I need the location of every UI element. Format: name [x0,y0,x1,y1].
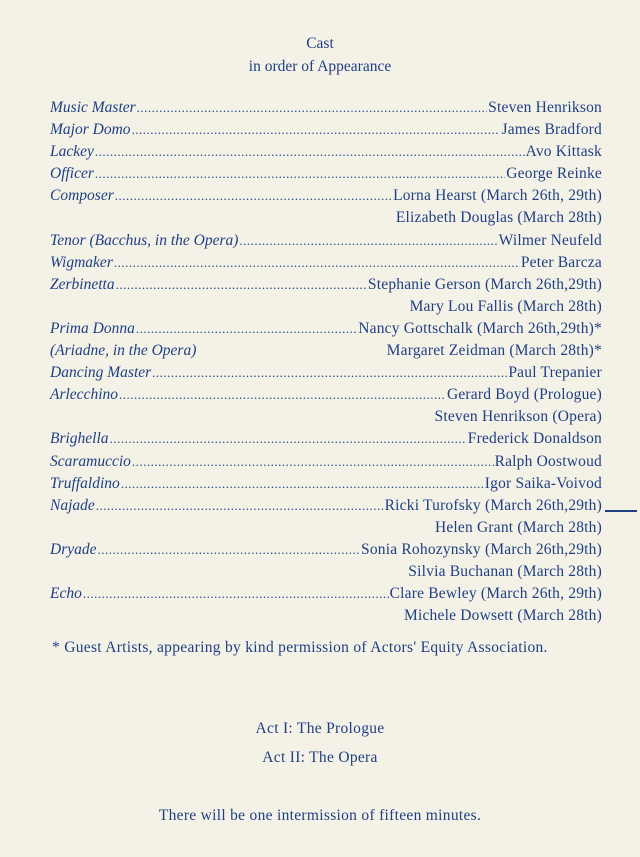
dot-leader [136,321,357,337]
dot-leader [239,233,497,249]
actor-name: George Reinke [506,165,602,183]
cast-row [50,298,602,320]
cast-row [50,497,602,519]
cast-row [50,165,602,187]
cast-row [50,342,602,364]
dot-leader [95,144,525,160]
cast-row [50,386,602,408]
role-name: Music Master [50,99,136,116]
actor-name: Ralph Oostwoud [494,452,602,470]
act-two-line: Act II: The Opera [262,749,378,766]
actor-name: Michele Dowsett (March 28th) [403,607,602,625]
dot-leader [119,387,446,403]
cast-title: Cast [306,35,334,52]
actor-name: Mary Lou Fallis (March 28th) [409,297,602,315]
cast-row [50,276,602,298]
intermission-line: There will be one intermission of fifteen minutes. [158,807,482,824]
cast-row [50,408,602,430]
cast-row [50,254,602,276]
dot-leader [114,255,520,271]
role-name: Zerbinetta [50,275,115,293]
actor-name: James Bradford [501,121,602,139]
cast-row [50,519,602,541]
dot-leader [132,122,501,138]
dot-leader [132,454,494,470]
role-name: Composer [50,187,114,205]
cast-row [50,541,602,563]
role-name: Prima Donna [50,319,135,337]
cast-row [50,320,602,342]
actor-name: Stephanie Gerson (March 26th,29th) [367,275,602,293]
dot-leader [115,188,392,204]
role-name: Brighella [50,430,109,448]
actor-name: Paul Trepanier [508,364,602,382]
role-name: (Ariadne, in the Opera) [50,342,197,360]
actor-name: Helen Grant (March 28th) [434,518,602,536]
dot-leader [137,100,487,116]
actor-name: Lorna Hearst (March 26th, 29th) [393,187,602,205]
actor-name: Gerard Boyd (Prologue) [446,386,602,404]
role-name: Tenor (Bacchus, in the Opera) [50,231,239,249]
cast-row [50,143,602,165]
act-one-line: Act I: The Prologue [255,720,385,737]
dot-leader [116,277,367,293]
dot-leader [121,476,484,492]
cast-subtitle: in order of Appearance [248,58,392,75]
cast-row [50,364,602,386]
role-name: Scaramuccio [50,452,131,470]
cast-row [50,121,602,143]
actor-name: Avo Kittask [525,143,602,161]
actor-name: Sonia Rohozynsky (March 26th,29th) [361,540,602,558]
role-name: Officer [50,165,94,183]
role-name: Arlecchino [50,386,119,404]
actor-name: Margaret Zeidman (March 28th)* [386,342,602,360]
cast-row [50,99,602,121]
actor-name: Peter Barcza [520,253,602,271]
role-name: Lackey [50,143,94,161]
actor-name: Nancy Gottschalk (March 26th,29th)* [358,319,602,337]
cast-row [50,430,602,452]
role-name: Najade [50,496,95,514]
cast-row [50,232,602,254]
cast-row [50,475,602,497]
cast-list [50,99,602,629]
dot-leader [83,586,389,602]
role-name: Major Domo [50,121,131,139]
actor-name: Elizabeth Douglas (March 28th) [395,209,602,227]
actor-name: Frederick Donaldson [467,430,602,448]
actor-name: Wilmer Neufeld [498,231,602,249]
actor-name: Ricki Turofsky (March 26th,29th) [384,496,602,514]
actor-name: Steven Henrikson [488,99,602,116]
dot-leader [152,365,507,381]
actor-name: Steven Henrikson (Opera) [434,408,602,426]
cast-row [50,585,602,607]
actor-name: Igor Saika-Voivod [484,474,602,492]
cast-row [50,209,602,231]
dot-leader [98,542,361,558]
cast-row [50,187,602,209]
cast-row [50,607,602,629]
actor-name: Silvia Buchanan (March 28th) [408,562,602,580]
role-name: Echo [50,585,82,603]
actor-name: Clare Bewley (March 26th, 29th) [389,585,602,603]
guest-artists-note: * Guest Artists, appearing by kind permission of Actors' Equity Association. [52,639,548,656]
role-name: Dancing Master [50,364,152,382]
dot-leader [110,431,467,447]
role-name: Dryade [50,540,97,558]
cast-row [50,563,602,585]
cast-row [50,453,602,475]
margin-dash-mark [605,510,637,512]
dot-leader [95,166,505,182]
role-name: Truffaldino [50,474,120,492]
dot-leader [96,498,384,514]
role-name: Wigmaker [50,253,113,271]
